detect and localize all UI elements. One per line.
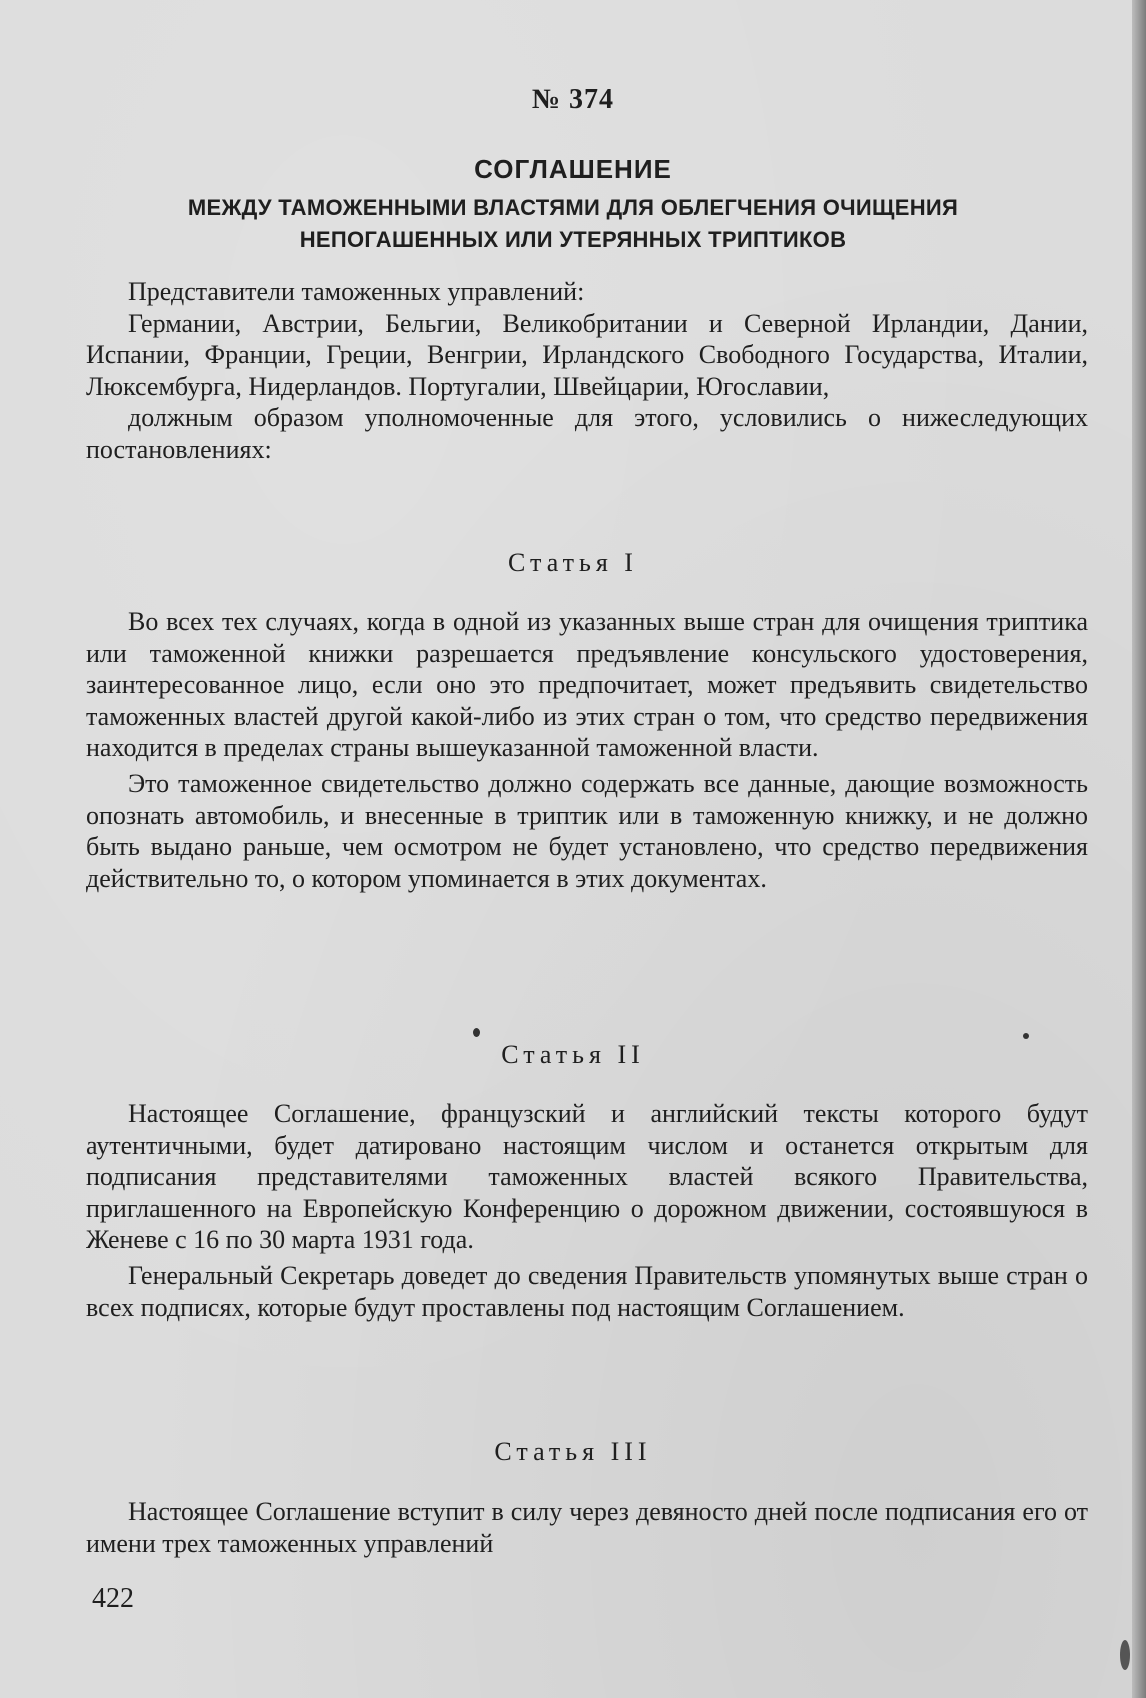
subtitle-line-2: НЕПОГАШЕННЫХ ИЛИ УТЕРЯННЫХ ТРИПТИКОВ	[299, 227, 847, 252]
article-1-paragraph-1: Во всех тех случаях, когда в одной из указанных выше стран для очищения триптика или таможенной книжки разрешается предъявление консульского удостоверения, заинтересованное лицо, если оно это предпочитает, может предъявить свидетельство таможенных властей другой какой-либо из этих стран о том, что средство передвижения находится в пределах страны вышеуказанной таможенной власти.	[86, 607, 1088, 763]
preamble-paragraph-3: должным образом уполномоченные для этого, условились о нижеследующих постановлениях:	[86, 403, 1088, 464]
preamble-paragraph-2: Германии, Австрии, Бельгии, Великобритании и Северной Ирландии, Дании, Испании, Франции, Греции, Венгрии, Ирландского Свободного Государства, Италии, Люксембурга, Нидерландов. Португалии, Швейцарии, Югославии,	[86, 308, 1088, 401]
article-1-body	[86, 606, 1088, 894]
ink-speck	[1023, 1033, 1029, 1039]
document-subtitle	[60, 192, 1086, 256]
article-2-body	[86, 1098, 1088, 1323]
article-2-heading: Статья II	[501, 1040, 645, 1069]
subtitle-line-1: МЕЖДУ ТАМОЖЕННЫМИ ВЛАСТЯМИ ДЛЯ ОБЛЕГЧЕНИЯ ОЧИЩЕНИЯ	[187, 195, 959, 220]
document-title: СОГЛАШЕНИЕ	[474, 154, 672, 184]
preamble	[86, 276, 1088, 466]
page-number: 422	[92, 1583, 134, 1614]
article-3-body	[86, 1496, 1088, 1559]
article-1-paragraph-2: Это таможенное свидетельство должно содержать все данные, дающие возможность опознать автомобиль, и внесенные в триптик или в таможенную книжку, и не должно быть выдано раньше, чем осмотром не будет установлено, что средство передвижения действительно то, о котором упоминается в этих документах.	[86, 768, 1088, 893]
article-3-paragraph-1: Настоящее Соглашение вступит в силу через девяносто дней после подписания его от имени трех таможенных управлений	[86, 1497, 1088, 1558]
ink-speck	[473, 1028, 480, 1037]
preamble-paragraph-1: Представители таможенных управлений:	[128, 277, 585, 306]
article-2-paragraph-1: Настоящее Соглашение, французский и английский тексты которого будут аутентичными, будет датировано настоящим числом и останется открытым для подписания представителями таможенных властей всякого Правительства, приглашенного на Европейскую Конференцию о дорожном движении, состоявшуюся в Женеве с 16 по 30 марта 1931 года.	[86, 1099, 1088, 1255]
article-1-heading: Статья I	[508, 548, 638, 577]
article-3-heading: Статья III	[494, 1437, 652, 1466]
edge-mark	[1120, 1640, 1130, 1670]
article-2-paragraph-2: Генеральный Секретарь доведет до сведения Правительств упомянутых выше стран о всех подписях, которые будут проставлены под настоящим Соглашением.	[86, 1260, 1088, 1322]
document-number: № 374	[531, 84, 615, 115]
